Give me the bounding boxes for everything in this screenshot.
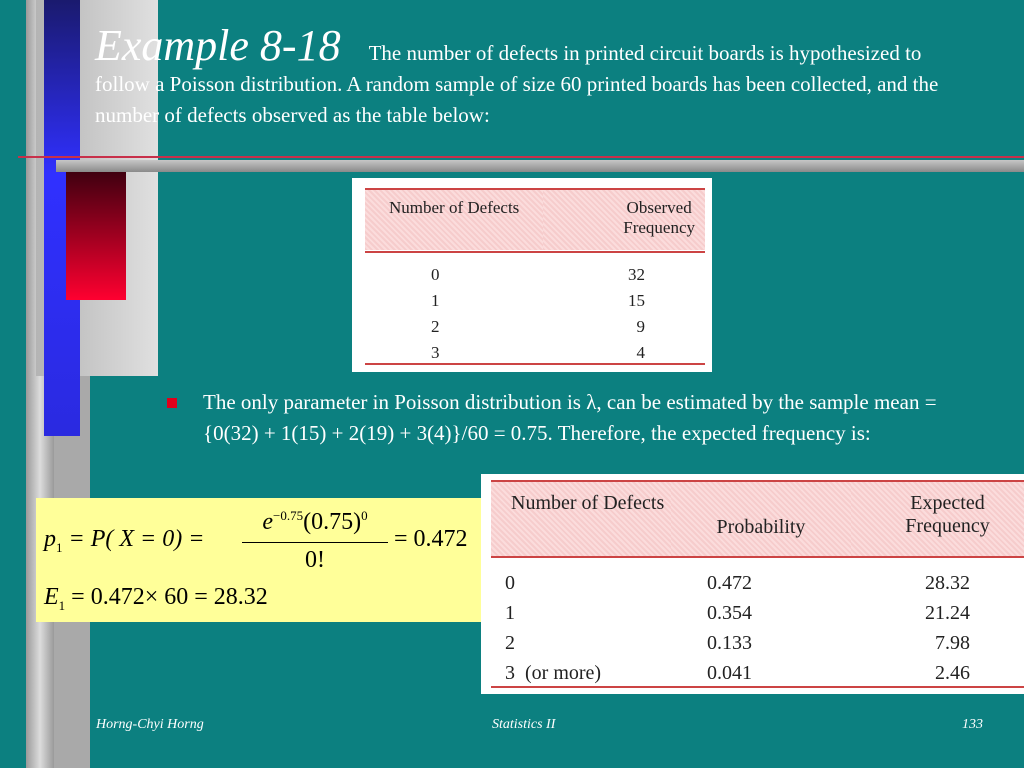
- observed-defects-0: 0: [431, 265, 440, 284]
- expected-defects-2: 2: [505, 632, 515, 654]
- observed-header-frequency: Observed Frequency: [543, 190, 705, 250]
- observed-freq-1: 15: [628, 291, 645, 310]
- footer-course: Statistics II: [492, 717, 556, 732]
- table-row: [365, 288, 705, 314]
- expected-freq-3: 2.46: [935, 662, 970, 684]
- expected-defects-3: 3 (or more): [505, 662, 602, 684]
- observed-freq-2: 9: [636, 317, 645, 336]
- formula-lambda-term: (0.75): [303, 509, 362, 535]
- expected-freq-1: 21.24: [925, 602, 970, 624]
- formula-e1-sub: 1: [58, 597, 66, 613]
- expected-defects-0: 0: [505, 572, 515, 594]
- expected-defects-1: 1: [505, 602, 515, 624]
- formula-e1-expr: = 0.472× 60 = 28.32: [71, 584, 268, 610]
- footer-page-number: 133: [962, 717, 983, 732]
- observed-table: [365, 190, 705, 250]
- formula-line-2: [44, 584, 268, 614]
- bullet-marker: [167, 398, 177, 408]
- formula-lambda-exp: 0: [361, 508, 368, 523]
- formula-line-1: [44, 508, 484, 580]
- observed-defects-3: 3: [431, 343, 440, 362]
- fraction-bar: [242, 542, 388, 543]
- expected-prob-0: 0.472: [707, 572, 752, 594]
- observed-freq-3: 4: [636, 343, 645, 362]
- expected-prob-3: 0.041: [707, 662, 752, 684]
- table-row: [365, 262, 705, 288]
- formula-prob-expr: = P( X = 0) =: [68, 526, 205, 552]
- expected-freq-0: 28.32: [925, 572, 970, 594]
- formula-e: e: [262, 509, 274, 535]
- formula-p: p: [44, 526, 56, 552]
- observed-table-body: [365, 262, 705, 366]
- bullet-text: The only parameter in Poisson distribution is λ, can be estimated by the sample mean = {0(32) + 1(15) + 2(19) + 3(4)}/60 = 0.75. Therefore, the expected frequency is:: [203, 390, 937, 445]
- expected-header-frequency: Expected Frequency: [851, 482, 1024, 556]
- observed-freq-0: 32: [628, 265, 645, 284]
- table-row: [365, 314, 705, 340]
- formula-result: = 0.472: [394, 526, 468, 552]
- expected-prob-1: 0.354: [707, 602, 752, 624]
- table-row: [491, 628, 1024, 658]
- table-row: [491, 598, 1024, 628]
- title-divider-red: [18, 156, 1024, 158]
- formula-denominator: 0!: [305, 547, 325, 573]
- example-heading: Example 8-18: [95, 21, 341, 70]
- expected-header-defects: Number of Defects: [491, 482, 671, 556]
- observed-header-defects: Number of Defects: [365, 190, 543, 250]
- footer-author: Horng-Chyi Horng: [96, 717, 204, 732]
- table-row: [491, 658, 1024, 688]
- expected-prob-2: 0.133: [707, 632, 752, 654]
- expected-header-probability: Probability: [671, 482, 851, 556]
- expected-table: [491, 482, 1024, 556]
- title-description: The number of defects in printed circuit boards is hypothesized to follow a Poisson distribution. A random sample of size 60 printed boards has been collected, and the number of defects observed as the table below:: [95, 41, 939, 127]
- slide-title: [95, 21, 975, 131]
- observed-defects-2: 2: [431, 317, 440, 336]
- observed-table-panel: [352, 178, 712, 372]
- formula-e1: E: [44, 584, 59, 610]
- observed-defects-1: 1: [431, 291, 440, 310]
- formula-fraction: [242, 508, 388, 574]
- expected-table-panel: [481, 474, 1024, 694]
- expected-freq-2: 7.98: [935, 632, 970, 654]
- formula-exponent: −0.75: [273, 508, 304, 523]
- decor-red-bar: [66, 172, 126, 300]
- formula-box: [36, 498, 486, 622]
- formula-p-sub: 1: [56, 539, 63, 555]
- title-divider-grey: [56, 160, 1024, 172]
- expected-table-body: [491, 568, 1024, 688]
- table-row: [491, 568, 1024, 598]
- formula-numerator: [242, 508, 388, 542]
